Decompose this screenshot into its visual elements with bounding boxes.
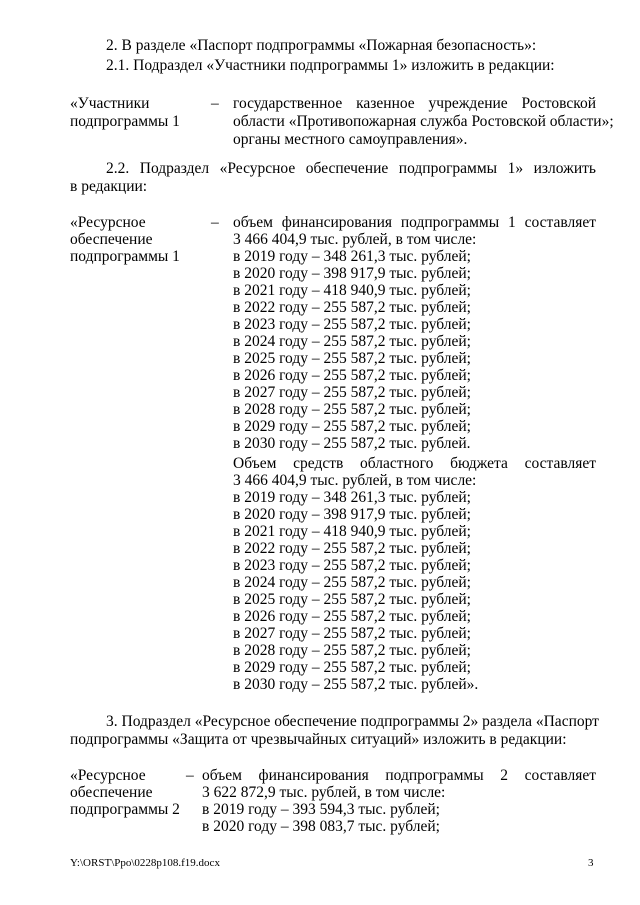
resources-1-year-item: в 2023 году – 255 587,2 тыс. рублей; bbox=[233, 316, 471, 333]
regional-year-item: в 2030 году – 255 587,2 тыс. рублей». bbox=[233, 676, 479, 693]
resources-1-year-item: в 2025 году – 255 587,2 тыс. рублей; bbox=[233, 350, 471, 367]
resources-1-year-item: в 2028 году – 255 587,2 тыс. рублей; bbox=[233, 401, 471, 418]
resources-1-year-item: в 2030 году – 255 587,2 тыс. рублей. bbox=[233, 435, 471, 452]
section-3-heading-line2: подпрограммы «Защита от чрезвычайных ситуаций» изложить в редакции: bbox=[70, 731, 567, 748]
regional-year-item: в 2027 году – 255 587,2 тыс. рублей; bbox=[233, 625, 471, 642]
resources-1-year-item: в 2022 году – 255 587,2 тыс. рублей; bbox=[233, 299, 471, 316]
resources-1-total-line1: объем финансирования подпрограммы 1 составляет bbox=[233, 214, 596, 231]
resources-2-year-item: в 2019 году – 393 594,3 тыс. рублей; bbox=[202, 801, 440, 818]
resources-2-total-line1: объем финансирования подпрограммы 2 составляет bbox=[202, 767, 596, 784]
resources-1-label-line3: подпрограммы 1 bbox=[70, 248, 180, 265]
participants-value-line3: органы местного самоуправления». bbox=[233, 131, 468, 148]
resources-2-total-line2: 3 622 872,9 тыс. рублей, в том числе: bbox=[202, 784, 446, 801]
resources-1-label-line1: «Ресурсное bbox=[70, 214, 146, 231]
regional-year-item: в 2021 году – 418 940,9 тыс. рублей; bbox=[233, 523, 471, 540]
section-2-1-heading: 2.1. Подраздел «Участники подпрограммы 1» изложить в редакции: bbox=[106, 57, 555, 74]
regional-budget-line1: Объем средств областного бюджета составляет bbox=[233, 455, 596, 472]
participants-dash: – bbox=[211, 95, 219, 112]
participants-label-line1: «Участники bbox=[70, 95, 150, 112]
regional-year-item: в 2025 году – 255 587,2 тыс. рублей; bbox=[233, 591, 471, 608]
resources-1-label-line2: обеспечение bbox=[70, 231, 153, 248]
resources-1-year-item: в 2019 году – 348 261,3 тыс. рублей; bbox=[233, 248, 471, 265]
resources-2-label-line2: обеспечение bbox=[70, 784, 153, 801]
participants-value-line1: государственное казенное учреждение Ростовской bbox=[233, 95, 596, 112]
resources-1-year-item: в 2021 году – 418 940,9 тыс. рублей; bbox=[233, 282, 471, 299]
section-2-2-heading-line2: в редакции: bbox=[70, 178, 148, 195]
resources-2-label-line3: подпрограммы 2 bbox=[70, 801, 180, 818]
regional-year-item: в 2028 году – 255 587,2 тыс. рублей; bbox=[233, 642, 471, 659]
section-2-heading: 2. В разделе «Паспорт подпрограммы «Пожарная безопасность»: bbox=[106, 37, 537, 54]
page-number: 3 bbox=[588, 857, 594, 869]
resources-2-dash: – bbox=[186, 767, 194, 784]
regional-year-item: в 2026 году – 255 587,2 тыс. рублей; bbox=[233, 608, 471, 625]
section-2-2-heading-line1: 2.2. Подраздел «Ресурсное обеспечение подпрограммы 1» изложить bbox=[106, 160, 596, 177]
resources-1-year-item: в 2029 году – 255 587,2 тыс. рублей; bbox=[233, 418, 471, 435]
resources-2-label-line1: «Ресурсное bbox=[70, 767, 146, 784]
regional-budget-line2: 3 466 404,9 тыс. рублей, в том числе: bbox=[233, 472, 477, 489]
regional-year-item: в 2019 году – 348 261,3 тыс. рублей; bbox=[233, 489, 471, 506]
resources-1-year-item: в 2026 году – 255 587,2 тыс. рублей; bbox=[233, 367, 471, 384]
regional-year-item: в 2029 году – 255 587,2 тыс. рублей; bbox=[233, 659, 471, 676]
regional-year-item: в 2023 году – 255 587,2 тыс. рублей; bbox=[233, 557, 471, 574]
resources-1-year-item: в 2024 году – 255 587,2 тыс. рублей; bbox=[233, 333, 471, 350]
resources-1-year-item: в 2020 году – 398 917,9 тыс. рублей; bbox=[233, 265, 471, 282]
resources-1-year-item: в 2027 году – 255 587,2 тыс. рублей; bbox=[233, 384, 471, 401]
regional-year-item: в 2020 году – 398 917,9 тыс. рублей; bbox=[233, 506, 471, 523]
resources-1-total-line2: 3 466 404,9 тыс. рублей, в том числе: bbox=[233, 231, 477, 248]
regional-year-item: в 2024 году – 255 587,2 тыс. рублей; bbox=[233, 574, 471, 591]
participants-value-line2: области «Противопожарная служба Ростовской области»; bbox=[233, 113, 614, 130]
participants-label-line2: подпрограммы 1 bbox=[70, 113, 180, 130]
resources-2-year-item: в 2020 году – 398 083,7 тыс. рублей; bbox=[202, 818, 440, 835]
resources-1-dash: – bbox=[211, 214, 219, 231]
footer-file-path: Y:\ORST\Ppo\0228p108.f19.docx bbox=[70, 857, 220, 869]
regional-year-item: в 2022 году – 255 587,2 тыс. рублей; bbox=[233, 540, 471, 557]
section-3-heading-line1: 3. Подраздел «Ресурсное обеспечение подпрограммы 2» раздела «Паспорт bbox=[106, 713, 599, 730]
